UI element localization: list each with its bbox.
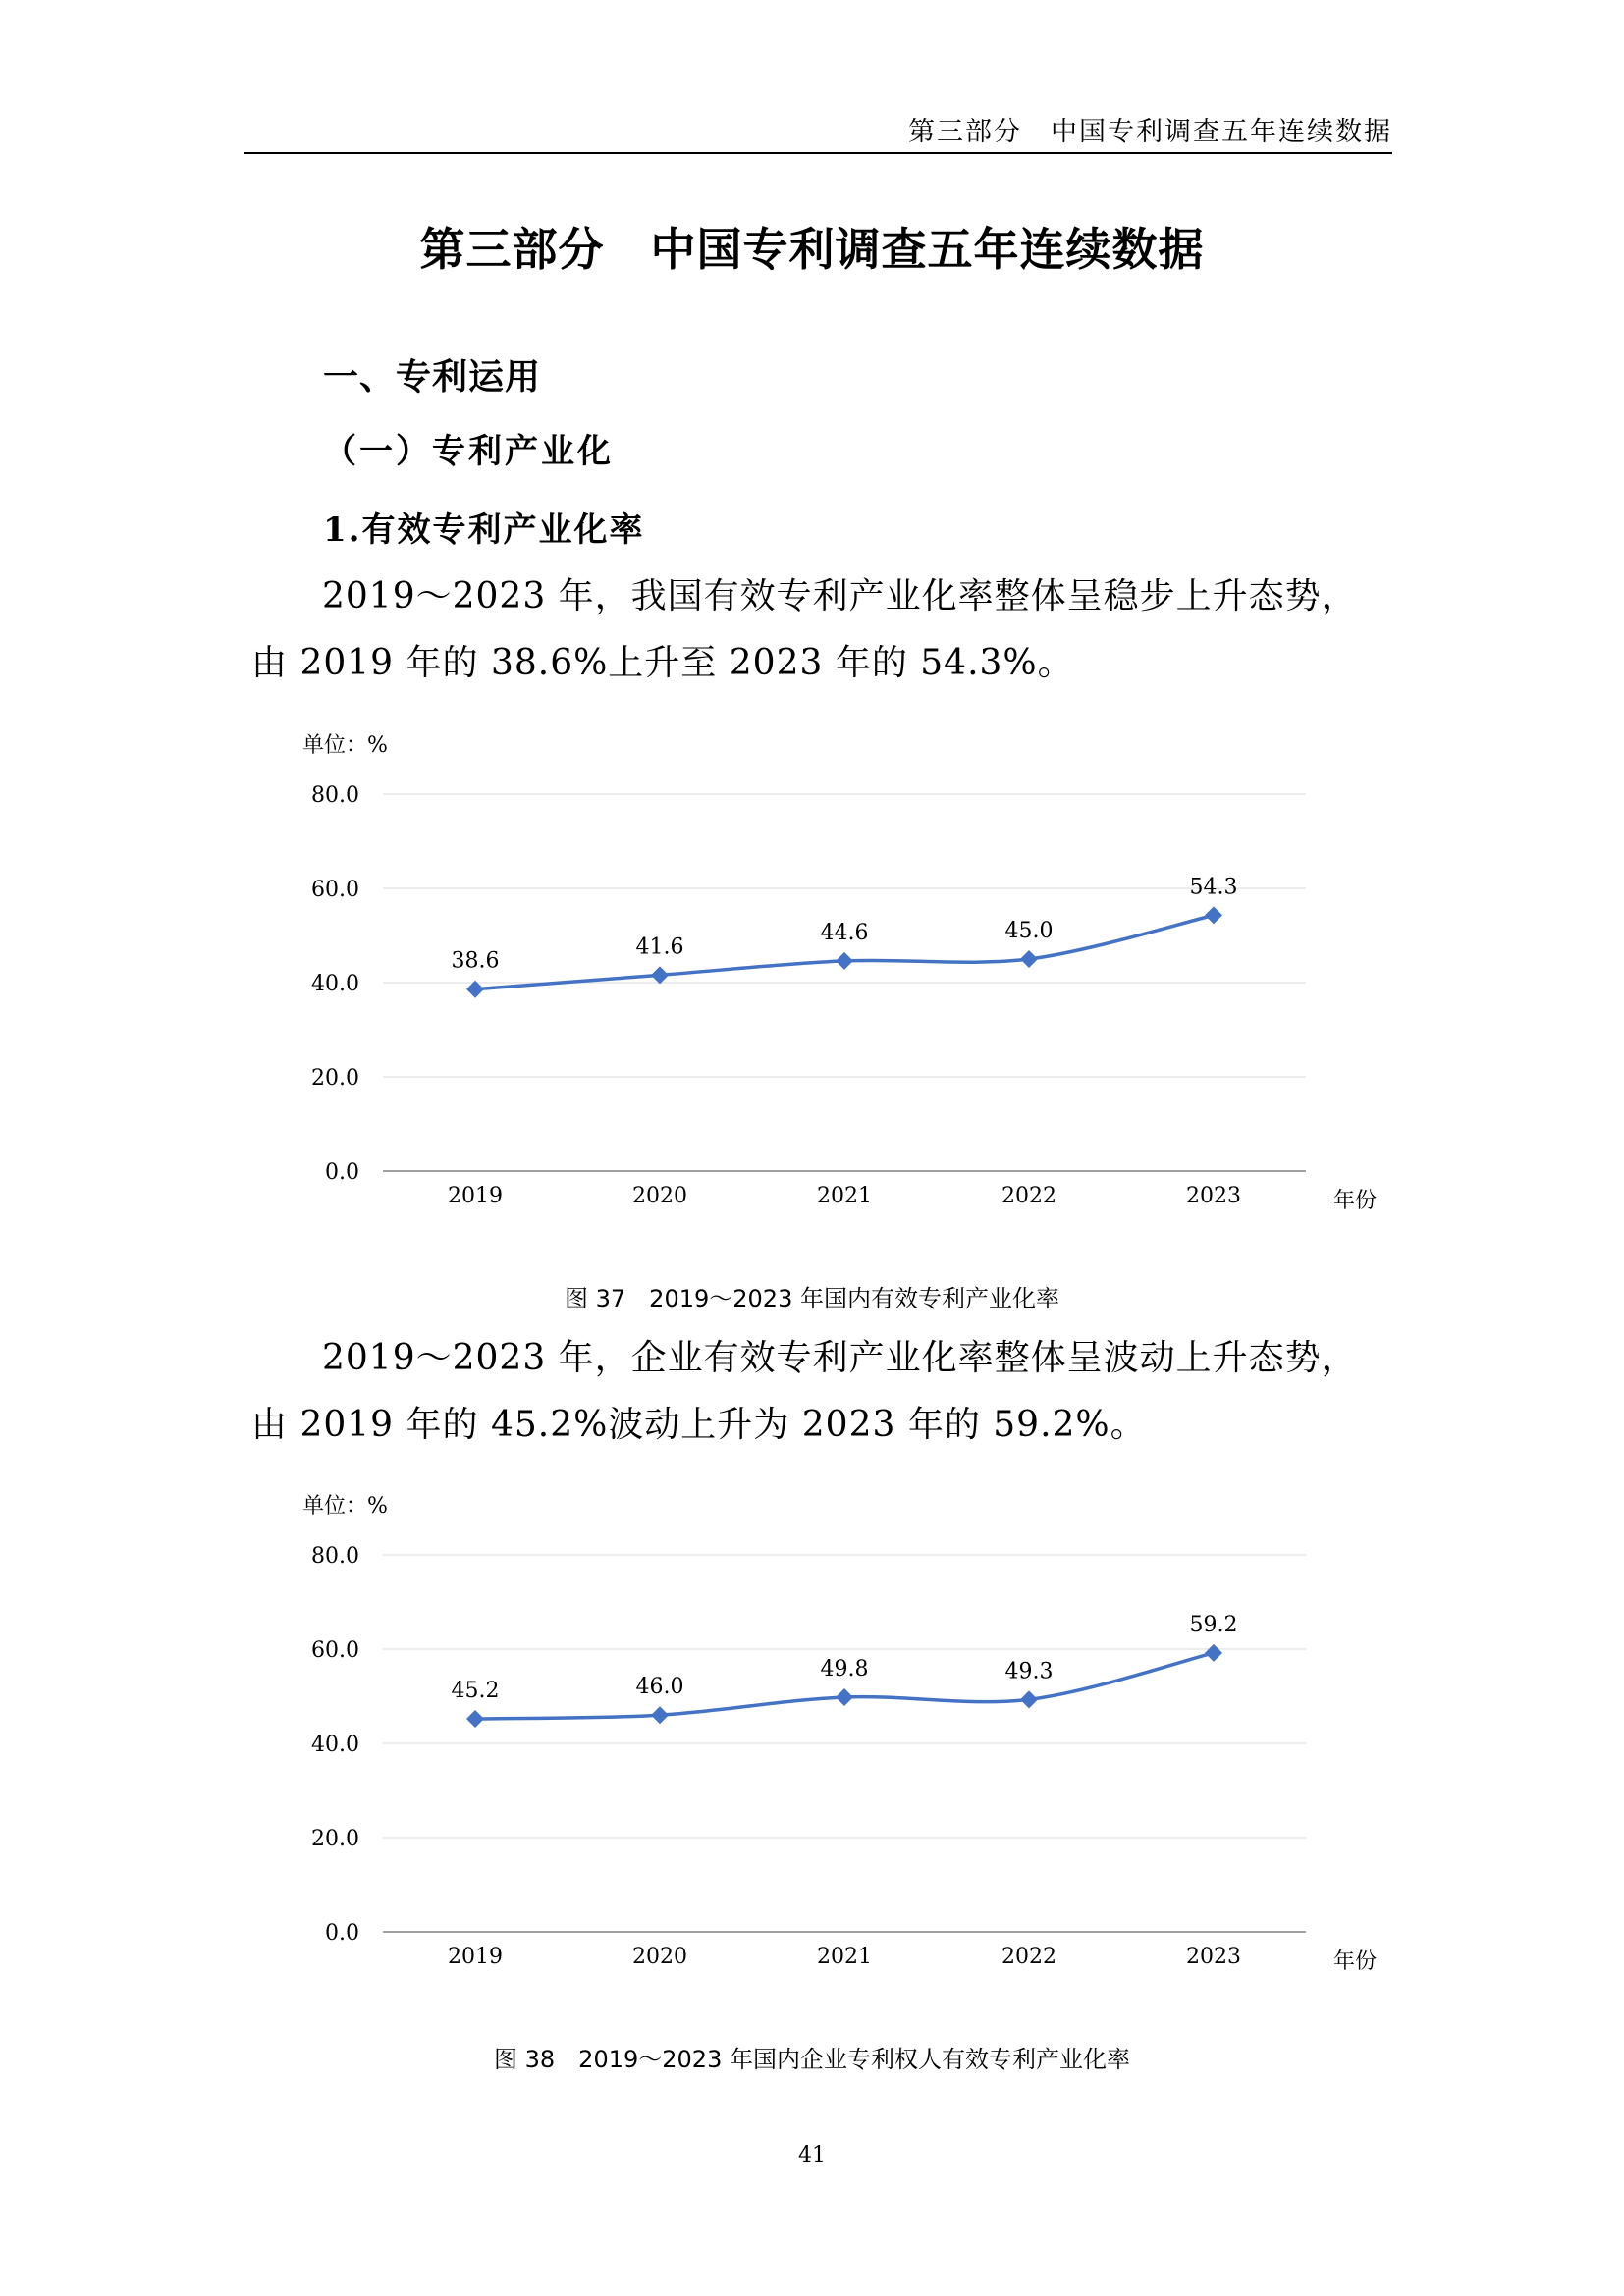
x-tick-label: 2020 [632,1945,687,1969]
data-point [466,1710,484,1728]
data-point [1020,950,1038,968]
figure-caption-38: 图 38 2019～2023 年国内企业专利权人有效专利产业化率 [494,2046,1130,2073]
data-label: 46.0 [635,1675,684,1700]
y-axis-label: 单位：% [302,1494,388,1519]
y-tick-label: 60.0 [311,1638,359,1663]
running-header: 第三部分 中国专利调查五年连续数据 [908,117,1392,147]
y-tick-label: 80.0 [311,1544,359,1569]
data-point [836,952,853,970]
section-heading: 一、专利运用 [323,356,542,398]
x-tick-label: 2019 [448,1184,503,1208]
y-tick-label: 0.0 [325,1160,359,1185]
x-tick-label: 2019 [448,1945,503,1969]
y-tick-label: 40.0 [311,1733,359,1757]
data-label: 41.6 [635,934,684,960]
figure-caption-37: 图 37 2019～2023 年国内有效专利产业化率 [565,1285,1059,1312]
page-number: 41 [798,2143,826,2167]
x-tick-label: 2020 [632,1184,687,1208]
x-tick-label: 2021 [817,1184,872,1208]
data-point [651,966,669,984]
data-point [1205,1644,1222,1662]
data-point [1205,906,1222,924]
x-tick-label: 2022 [1001,1945,1056,1969]
data-label: 54.3 [1189,875,1238,900]
data-point [836,1688,853,1706]
chart-37 [295,717,1394,1217]
x-axis-label: 年份 [1332,1189,1378,1213]
x-tick-label: 2022 [1001,1184,1056,1208]
y-axis-label: 单位：% [302,733,388,758]
y-tick-label: 60.0 [311,878,359,902]
data-point [1020,1690,1038,1708]
paragraph-1: 2019～2023 年，我国有效专利产业化率整体呈稳步上升态势，由 2019 年的 38.6%上升至 2023 年的 54.3%。 [251,576,1358,683]
subsubsection-heading: 1.有效专利产业化率 [323,510,645,550]
y-tick-label: 20.0 [311,1827,359,1851]
data-label: 45.0 [1004,919,1054,943]
x-axis-label: 年份 [1332,1949,1378,1974]
y-tick-label: 0.0 [325,1921,359,1946]
data-label: 49.8 [820,1656,869,1682]
x-tick-label: 2023 [1186,1945,1241,1969]
paragraph-2: 2019～2023 年，企业有效专利产业化率整体呈波动上升态势，由 2019 年的 45.2%波动上升为 2023 年的 59.2%。 [251,1338,1358,1445]
chart-38 [295,1477,1394,1978]
data-label: 38.6 [451,948,500,974]
y-tick-label: 40.0 [311,972,359,996]
header-rule [244,152,1392,154]
data-label: 45.2 [451,1679,500,1704]
data-point [651,1706,669,1724]
data-label: 59.2 [1189,1612,1238,1637]
x-tick-label: 2021 [817,1945,872,1969]
y-tick-label: 20.0 [311,1066,359,1091]
page-title: 第三部分 中国专利调查五年连续数据 [419,223,1205,276]
y-tick-label: 80.0 [311,783,359,808]
data-label: 49.3 [1004,1659,1054,1684]
x-tick-label: 2023 [1186,1184,1241,1208]
data-label: 44.6 [820,920,869,945]
subsection-heading: （一）专利产业化 [323,432,614,471]
